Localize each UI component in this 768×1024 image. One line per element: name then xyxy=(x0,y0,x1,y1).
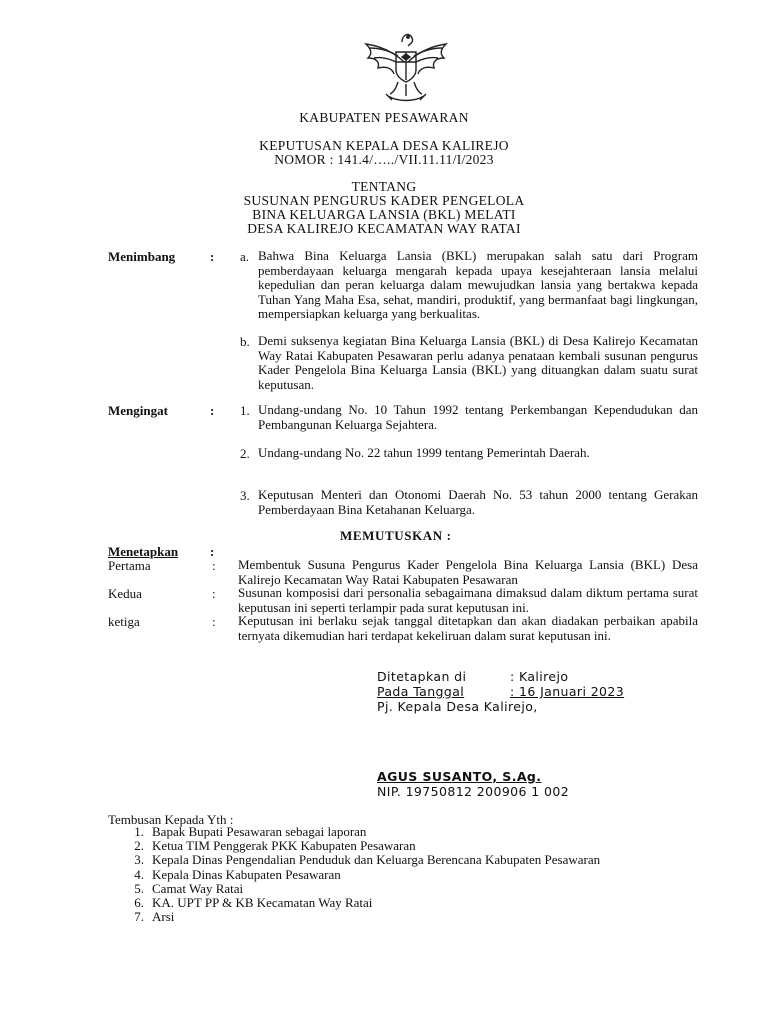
list-item: 6. KA. UPT PP & KB Kecamatan Way Ratai xyxy=(134,895,373,911)
garuda-emblem-icon xyxy=(358,22,454,104)
mengingat-label: Mengingat xyxy=(108,403,168,418)
date-value: : 16 Januari 2023 xyxy=(510,684,625,699)
list-marker: 1. xyxy=(240,403,250,418)
mengingat-item-3: Keputusan Menteri dan Otonomi Daerah No. 53 tahun 2000 tentang Gerakan Pemberdayaan Bina Ketahanan Keluarga. xyxy=(258,487,698,517)
menimbang-item-b: Demi suksenya kegiatan Bina Keluarga Lansia (BKL) di Desa Kalirejo Kecamatan Way Ratai Kabupaten Pesawaran perlu adanya penataan kembali susunan pengurus Kader Pengelola Bina Keluarga Lansia (BKL) yang dituangkan dalam suatu surat keputusan. xyxy=(258,333,698,392)
place-value: : Kalirejo xyxy=(510,669,569,684)
list-item: 2. Ketua TIM Penggerak PKK Kabupaten Pesawaran xyxy=(134,838,416,854)
place-label: Ditetapkan di xyxy=(377,669,467,684)
pertama-label: Pertama xyxy=(108,558,151,573)
menimbang-label: Menimbang xyxy=(108,249,176,264)
list-item: 5. Camat Way Ratai xyxy=(134,880,244,896)
subject-line: DESA KALIREJO KECAMATAN WAY RATAI xyxy=(247,221,521,236)
signer-name: AGUS SUSANTO, S.Ag. xyxy=(377,769,542,784)
list-marker: b. xyxy=(240,334,250,349)
menimbang-colon: : xyxy=(210,249,215,264)
tembusan-list xyxy=(108,825,600,924)
decree-title: KEPUTUSAN KEPALA DESA KALIREJO xyxy=(259,138,509,153)
menetapkan-colon: : xyxy=(210,544,215,559)
regency-title: KABUPATEN PESAWARAN xyxy=(299,110,469,125)
list-item: 4. Kepala Dinas Kabupaten Pesawaran xyxy=(134,866,341,882)
mengingat-item-2: Undang-undang No. 22 tahun 1999 tentang Pemerintah Daerah. xyxy=(258,445,590,460)
list-marker: 2. xyxy=(240,446,250,461)
ketiga-text: Keputusan ini berlaku sejak tanggal ditetapkan dan akan diadakan perbaikan apabila ternyata dikemudian hari terdapat kekeliruan dalam surat keputusan ini. xyxy=(238,613,698,643)
subject-line: SUSUNAN PENGURUS KADER PENGELOLA xyxy=(243,193,525,208)
list-marker: 3. xyxy=(240,488,250,503)
kedua-label: Kedua xyxy=(108,586,142,601)
decree-number: NOMOR : 141.4/…../VII.11.11/I/2023 xyxy=(274,152,494,167)
list-item: 3. Kepala Dinas Pengendalian Penduduk dan Keluarga Berencana Kabupaten Pesawaran xyxy=(134,852,601,868)
ketiga-colon: : xyxy=(212,614,216,629)
list-item: 1. Bapak Bupati Pesawaran sebagai laporan xyxy=(134,824,367,839)
menetapkan-label: Menetapkan xyxy=(108,544,179,559)
ketiga-label: ketiga xyxy=(108,614,140,629)
date-label: Pada Tanggal xyxy=(377,684,465,699)
subject-line: BINA KELUARGA LANSIA (BKL) MELATI xyxy=(252,207,516,222)
list-item: 7. Arsi xyxy=(134,909,175,925)
mengingat-colon: : xyxy=(210,403,215,418)
kedua-text: Susunan komposisi dari personalia sebagaimana dimaksud dalam diktum pertama surat keputusan ini seperti terlampir pada surat keputusan ini. xyxy=(238,585,698,615)
list-marker: a. xyxy=(240,249,250,264)
signer-position: Pj. Kepala Desa Kalirejo, xyxy=(377,699,538,714)
kedua-colon: : xyxy=(212,586,216,601)
tembusan-heading: Tembusan Kepada Yth : xyxy=(108,812,234,827)
menimbang-item-a: Bahwa Bina Keluarga Lansia (BKL) merupakan salah satu dari Program pemberdayaan keluarga mengarah kepada upaya kesejahteraan lansia melalui kepedulian dan peran keluarga dalam mewujudkan lansia yang bertakwa kepada Tuhan Yang Maha Esa, sehat, mandiri, produktif, yang bermanfaat bagi lingkungan, mempersiapkan keluarga yang berkualitas. xyxy=(258,248,698,321)
pertama-text: Membentuk Susuna Pengurus Kader Pengelola Bina Keluarga Lansia (BKL) Desa Kalirejo Kecamatan Way Ratai Kabupaten Pesawaran xyxy=(238,557,698,587)
about-label: TENTANG xyxy=(351,179,417,194)
memutuskan-heading: MEMUTUSKAN : xyxy=(340,528,452,543)
mengingat-item-1: Undang-undang No. 10 Tahun 1992 tentang Perkembangan Kependudukan dan Pembangunan Keluarga Sejahtera. xyxy=(258,402,698,432)
pertama-colon: : xyxy=(212,558,216,573)
signer-nip: NIP. 19750812 200906 1 002 xyxy=(377,784,570,799)
